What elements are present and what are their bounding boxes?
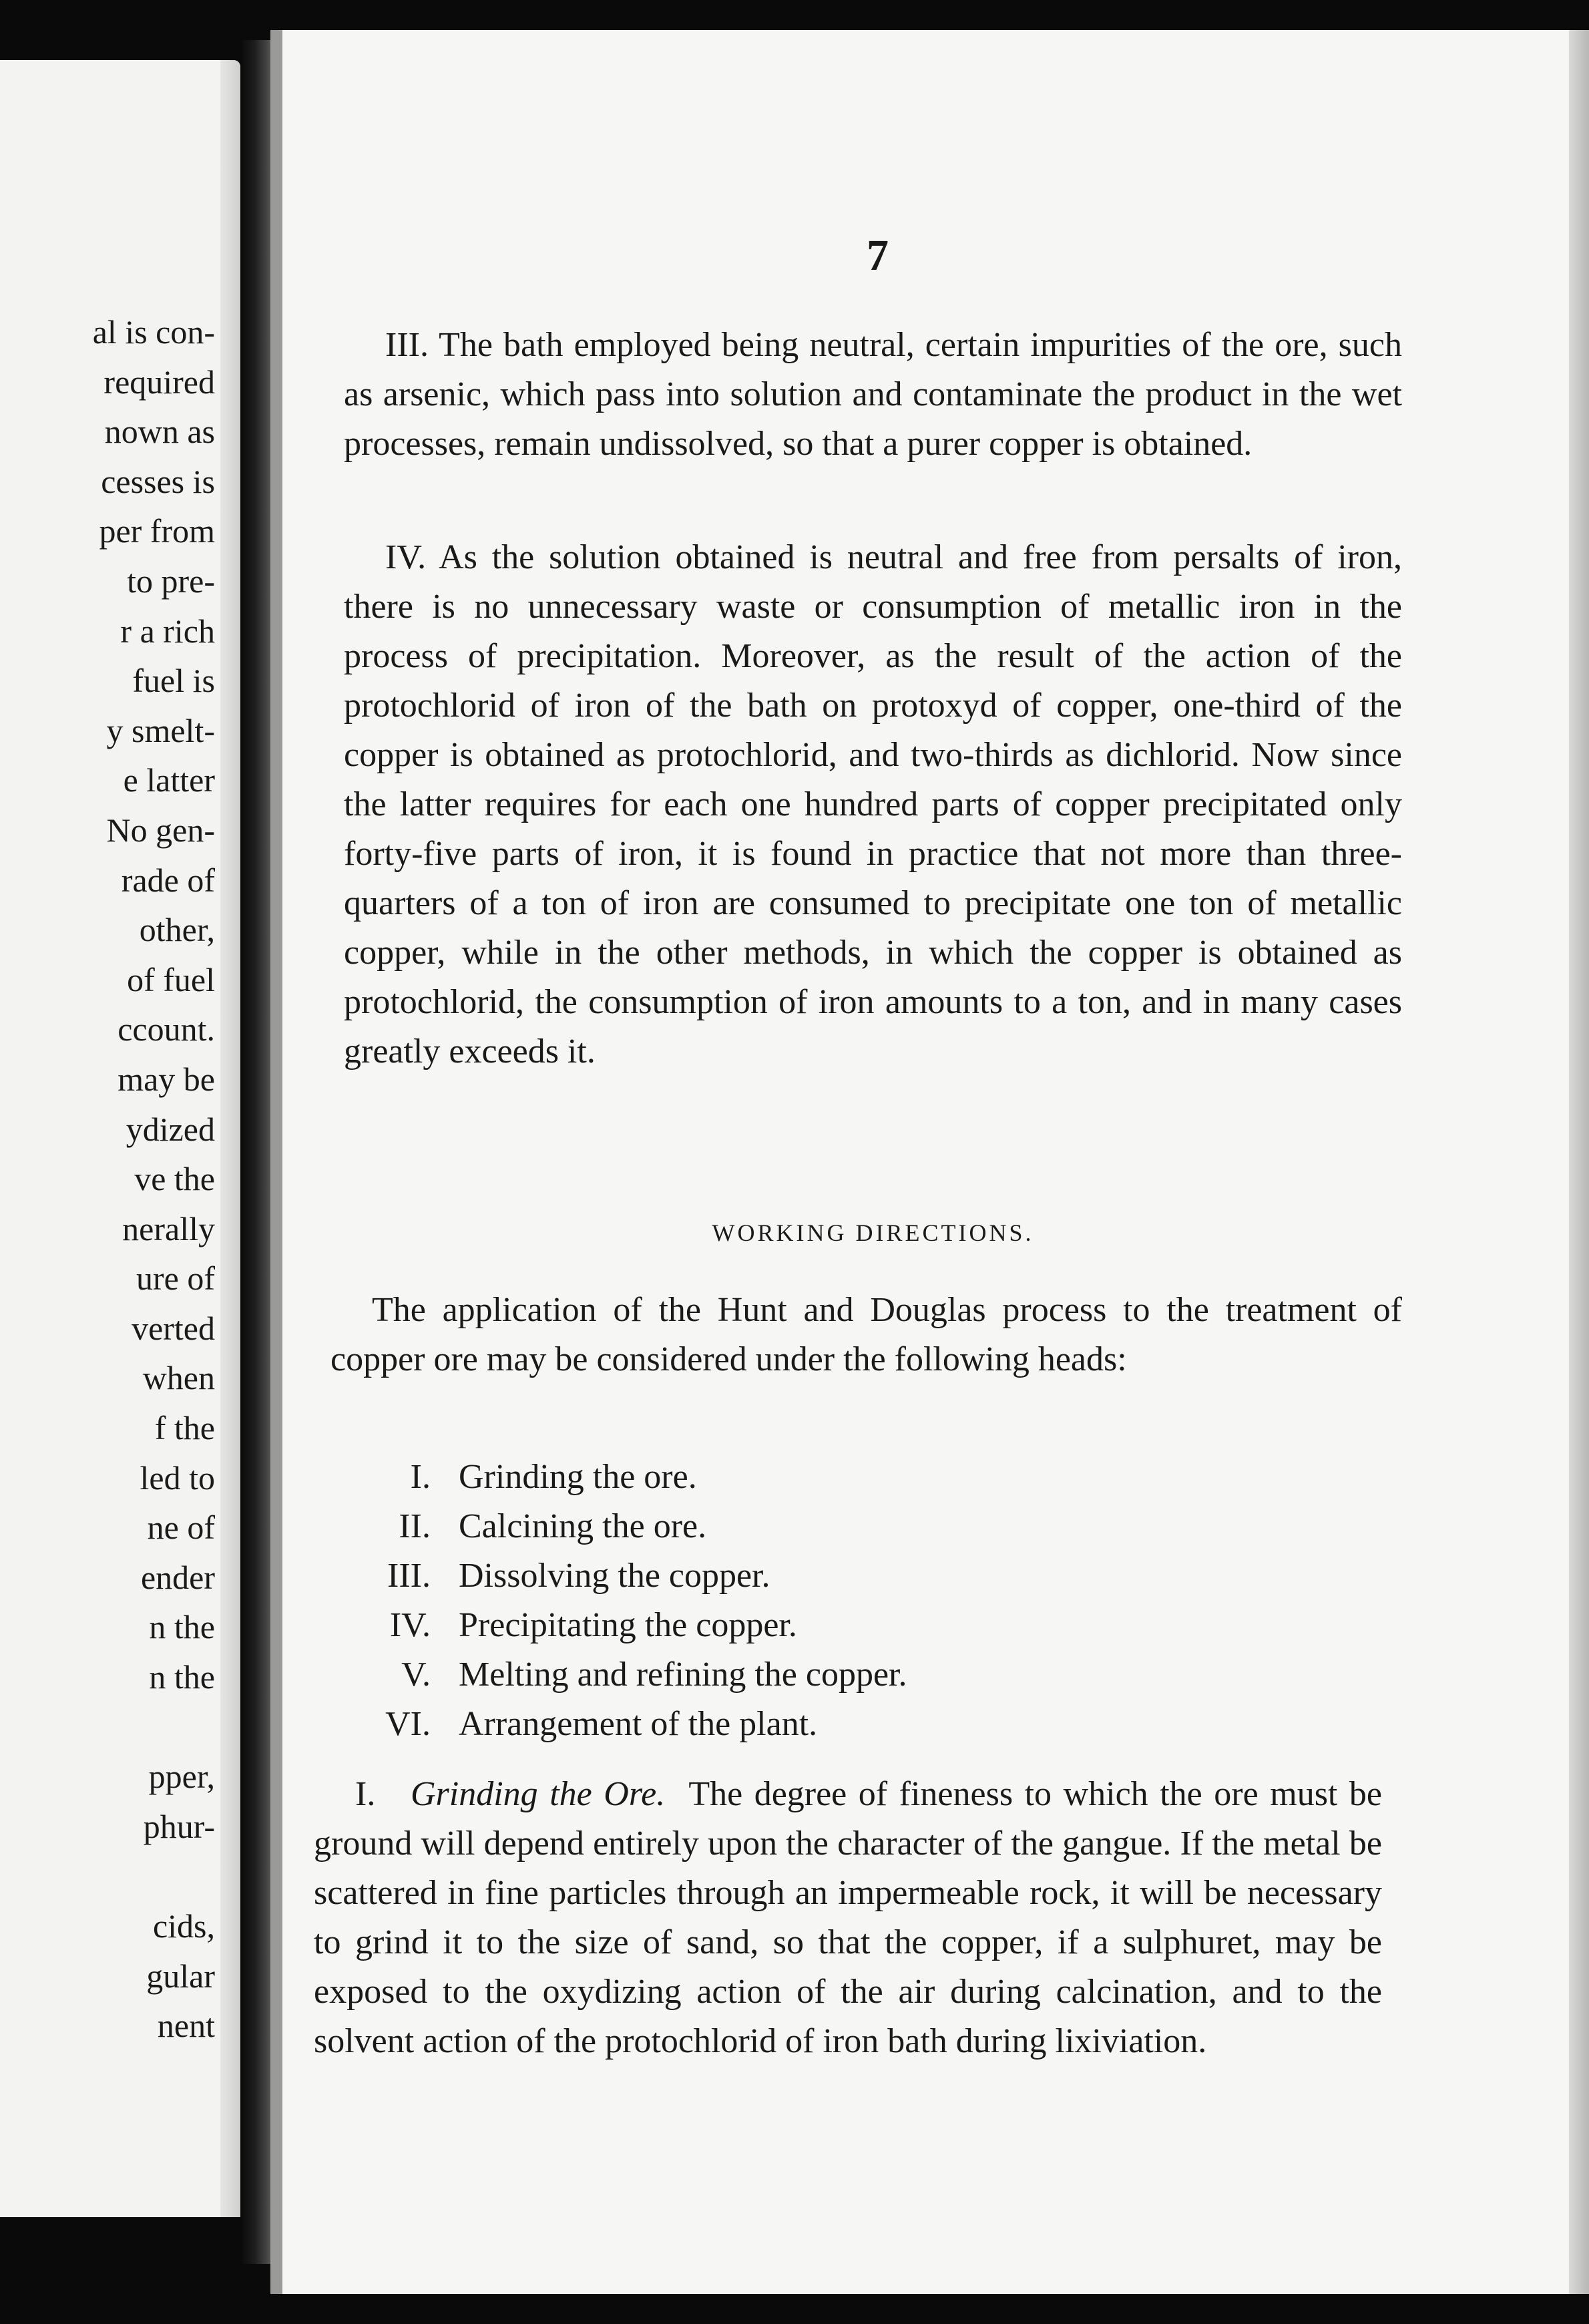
heads-item-number: I.	[410, 1458, 431, 1496]
left-page-line: ne of	[147, 1509, 215, 1547]
paragraph-iv: IV. As the solution obtained is neutral and free from persalts of iron, there is no unnecessary waste or consumption of metallic iron in the process of precipitation. Moreover, as the result of the action of the protochlorid of iron of the bath on protoxyd of copper, one-third of the copper is obtained as protochlorid, and two-thirds as dichlorid. Now since the latter requires for each one hundred parts of copper precipitated only forty-five parts of iron, it is found in practice that not more than three-quarters of a ton of iron are consumed to precipitate one ton of metallic copper, while in the other methods, in which the copper is obtained as protochlorid, the consumption of iron amounts to a ton, and in many cases greatly exceeds it.	[344, 538, 1402, 1071]
left-page-line	[93, 1851, 215, 1901]
left-page-line: may be	[118, 1060, 215, 1098]
left-page-line: rade of	[121, 861, 215, 899]
left-page-line: ender	[140, 1558, 215, 1596]
left-page-line: led to	[140, 1459, 215, 1497]
heads-item-number: VI.	[385, 1705, 431, 1743]
heads-item-text: Calcining the ore.	[459, 1507, 707, 1545]
paragraph-iii: III. The bath employed being neutral, certain impurities of the ore, such as arsenic, which pass into solution and contaminate the product in the wet processes, remain undissolved, so that a purer copper is obtained.	[344, 326, 1402, 463]
left-page-text	[93, 307, 215, 2051]
left-page-line: pper,	[148, 1758, 215, 1796]
left-page-line: other,	[139, 911, 215, 949]
left-page-line: nent	[157, 2007, 215, 2045]
heads-item-number: II.	[399, 1507, 431, 1545]
heads-item-number: V.	[401, 1656, 431, 1694]
left-page-line: n the	[149, 1658, 215, 1696]
left-page-line: when	[142, 1359, 215, 1397]
grinding-text: The degree of fineness to which the ore must be ground will depend entirely upon the character of the gangue. If the metal be scattered in fine particles through an impermeable rock, it will be necessary to grind it to the size of sand, so that the copper, if a sulphuret, may be exposed to the oxydizing action of the air during calcination, and to the solvent action of the protochlorid of iron bath during lixiviation.	[314, 1775, 1383, 2060]
left-page-line: nerally	[122, 1209, 215, 1247]
heads-list-item	[344, 1551, 907, 1601]
left-page-line: al is con-	[92, 313, 215, 351]
heads-list-item	[344, 1601, 907, 1650]
left-page-line: cids,	[152, 1907, 215, 1945]
left-page-line: phur-	[143, 1807, 215, 1845]
left-page-line: to pre-	[127, 562, 215, 600]
intro-paragraph: The application of the Hunt and Douglas process to the treatment of copper ore may be considered under the following heads:	[330, 1291, 1402, 1378]
left-page-line: y smelt-	[106, 711, 215, 749]
left-page-line: cesses is	[101, 462, 215, 500]
heads-item-number: III.	[387, 1557, 431, 1595]
page-edge	[1569, 30, 1589, 2294]
heads-list-item	[344, 1502, 907, 1551]
grinding-number: I.	[355, 1775, 376, 1813]
left-page-line: ccount.	[118, 1010, 215, 1048]
left-page-line: ydized	[126, 1110, 215, 1148]
left-page-line: per from	[99, 512, 215, 550]
heads-list	[344, 1452, 907, 1749]
left-page-line: r a rich	[120, 612, 215, 650]
left-page-fragment	[0, 60, 240, 2217]
left-page-line	[93, 1702, 215, 1752]
section-heading: WORKING DIRECTIONS.	[712, 1219, 1034, 1246]
heads-item-text: Melting and refining the copper.	[459, 1656, 907, 1694]
left-page-line: n the	[149, 1608, 215, 1646]
left-page-line: e latter	[123, 761, 215, 799]
grinding-paragraph	[314, 1770, 1382, 2066]
left-page-line: required	[103, 363, 215, 401]
heads-list-item	[344, 1700, 907, 1749]
heads-item-text: Arrangement of the plant.	[459, 1705, 818, 1743]
grinding-title: Grinding the Ore.	[410, 1775, 666, 1813]
left-page-line: fuel is	[132, 662, 215, 700]
heads-item-text: Dissolving the copper.	[459, 1557, 770, 1595]
heads-list-item	[344, 1452, 907, 1502]
left-page-line: nown as	[104, 413, 215, 451]
left-page-line: f the	[154, 1409, 215, 1447]
left-page-line: ure of	[136, 1260, 215, 1298]
page-number: 7	[867, 231, 889, 280]
left-page-line: ve the	[134, 1160, 215, 1198]
heads-item-text: Precipitating the copper.	[459, 1606, 797, 1644]
left-page-line: gular	[146, 1957, 215, 1995]
left-page-line: of fuel	[127, 960, 215, 998]
left-page-gutter	[220, 60, 240, 2217]
left-page-line: No gen-	[106, 811, 215, 849]
heads-item-number: IV.	[389, 1606, 431, 1644]
heads-item-text: Grinding the ore.	[459, 1458, 697, 1496]
left-page-line: verted	[132, 1309, 215, 1347]
heads-list-item	[344, 1650, 907, 1700]
